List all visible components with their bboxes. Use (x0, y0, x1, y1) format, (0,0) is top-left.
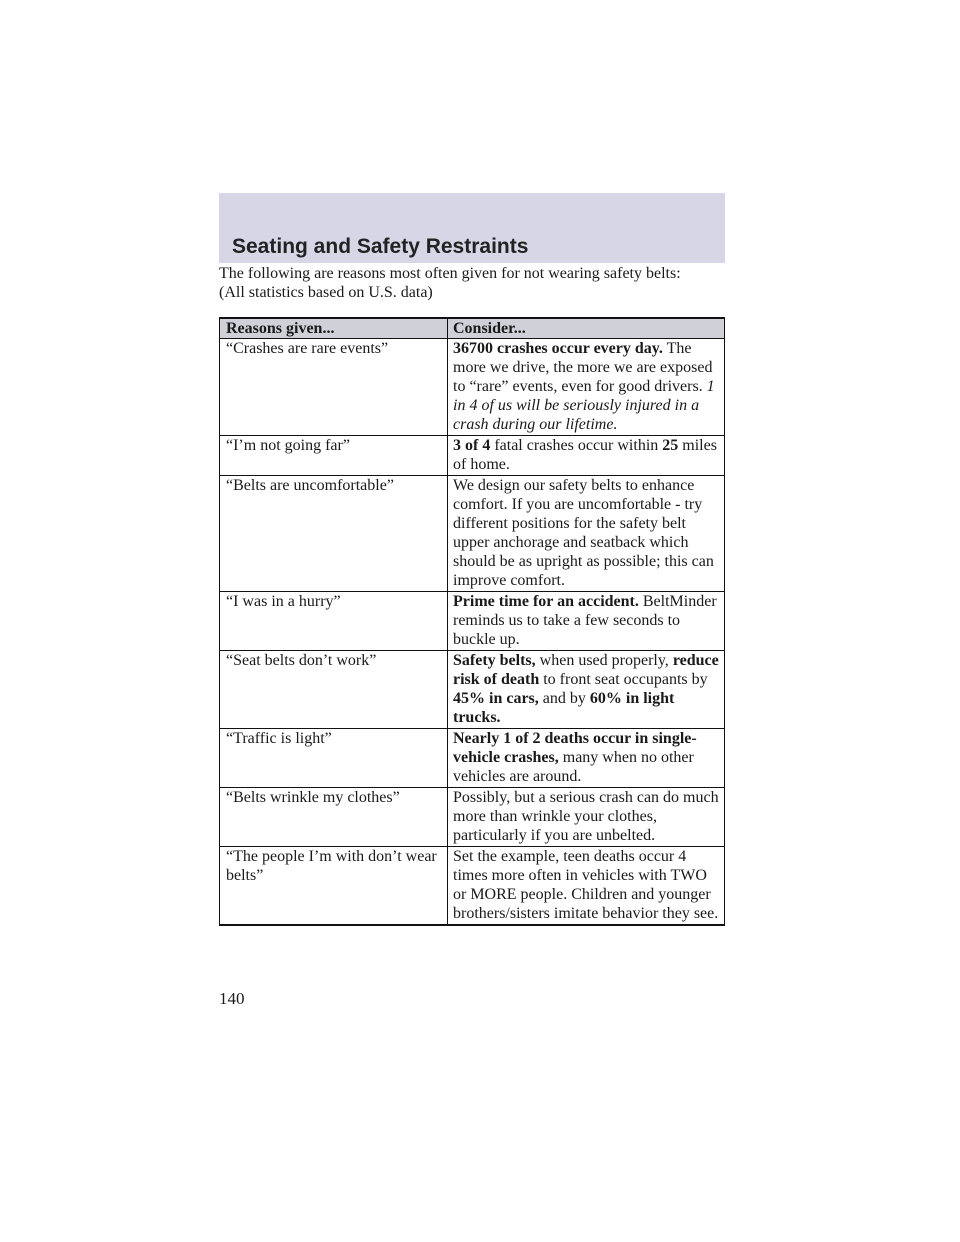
section-title: Seating and Safety Restraints (232, 235, 529, 258)
consider-text: 25 (662, 437, 679, 454)
consider-text: fatal crashes occur within (490, 437, 663, 454)
consider-text: We design our safety belts to enhance comfort. If you are uncomfortable - try different positions for the safety belt upper anchorage and seatback which should be as upright as possible; this can improve comfort. (453, 477, 714, 589)
consider-cell (448, 592, 725, 651)
table-row (220, 729, 725, 788)
consider-cell (448, 476, 725, 592)
table-row (220, 592, 725, 651)
consider-cell (448, 788, 725, 847)
consider-text: miles of home. (453, 437, 717, 473)
consider-text: many when no other vehicles are around. (453, 749, 694, 785)
section-header (219, 193, 725, 263)
table-row (220, 436, 725, 476)
table-row (220, 476, 725, 592)
table-row (220, 651, 725, 729)
consider-text: BeltMinder reminds us to take a few seconds to buckle up. (453, 593, 717, 648)
consider-text: 1 in 4 of us will be seriously injured in a crash during our lifetime. (453, 378, 715, 433)
consider-text: Safety belts, (453, 652, 536, 669)
consider-cell (448, 729, 725, 788)
table-body (220, 339, 725, 926)
consider-cell (448, 436, 725, 476)
column-header-reasons: Reasons given... (220, 318, 448, 339)
intro-line: (All statistics based on U.S. data) (219, 284, 433, 301)
consider-text: and by (538, 690, 590, 707)
reason-cell: “Belts wrinkle my clothes” (220, 788, 448, 847)
consider-text: when used properly, (535, 652, 673, 669)
column-header-consider: Consider... (448, 318, 725, 339)
consider-text: Prime time for an accident. (453, 593, 639, 610)
reason-cell: “The people I’m with don’t wear belts” (220, 847, 448, 926)
table-row (220, 339, 725, 436)
table-row (220, 788, 725, 847)
reason-cell: “I was in a hurry” (220, 592, 448, 651)
consider-text: The more we drive, the more we are exposed to “rare” events, even for good drivers. (453, 340, 713, 395)
reasons-table (219, 317, 725, 926)
consider-text: 60% in light trucks. (453, 690, 675, 726)
consider-text: reduce risk of death (453, 652, 719, 688)
consider-text: to front seat occupants by (539, 671, 708, 688)
reason-cell: “I’m not going far” (220, 436, 448, 476)
consider-cell (448, 339, 725, 436)
intro-text (219, 264, 729, 302)
consider-text: Possibly, but a serious crash can do much more than wrinkle your clothes, particularly if you are unbelted. (453, 789, 719, 844)
table-header-row (220, 318, 725, 339)
page-number: 140 (219, 989, 245, 1008)
reason-cell: “Seat belts don’t work” (220, 651, 448, 729)
reason-cell: “Belts are uncomfortable” (220, 476, 448, 592)
consider-text: 36700 crashes occur every day. (453, 340, 663, 357)
reason-cell: “Crashes are rare events” (220, 339, 448, 436)
consider-text: Nearly 1 of 2 deaths occur in single-vehicle crashes, (453, 730, 697, 766)
consider-text: 45% in cars, (453, 690, 539, 707)
reason-cell: “Traffic is light” (220, 729, 448, 788)
consider-text: 3 of 4 (453, 437, 491, 454)
consider-text: Set the example, teen deaths occur 4 times more often in vehicles with TWO or MORE people. Children and younger brothers/sisters imitate behavior they see. (453, 848, 719, 922)
consider-cell (448, 847, 725, 926)
consider-cell (448, 651, 725, 729)
table-row (220, 847, 725, 926)
intro-line: The following are reasons most often given for not wearing safety belts: (219, 265, 681, 282)
